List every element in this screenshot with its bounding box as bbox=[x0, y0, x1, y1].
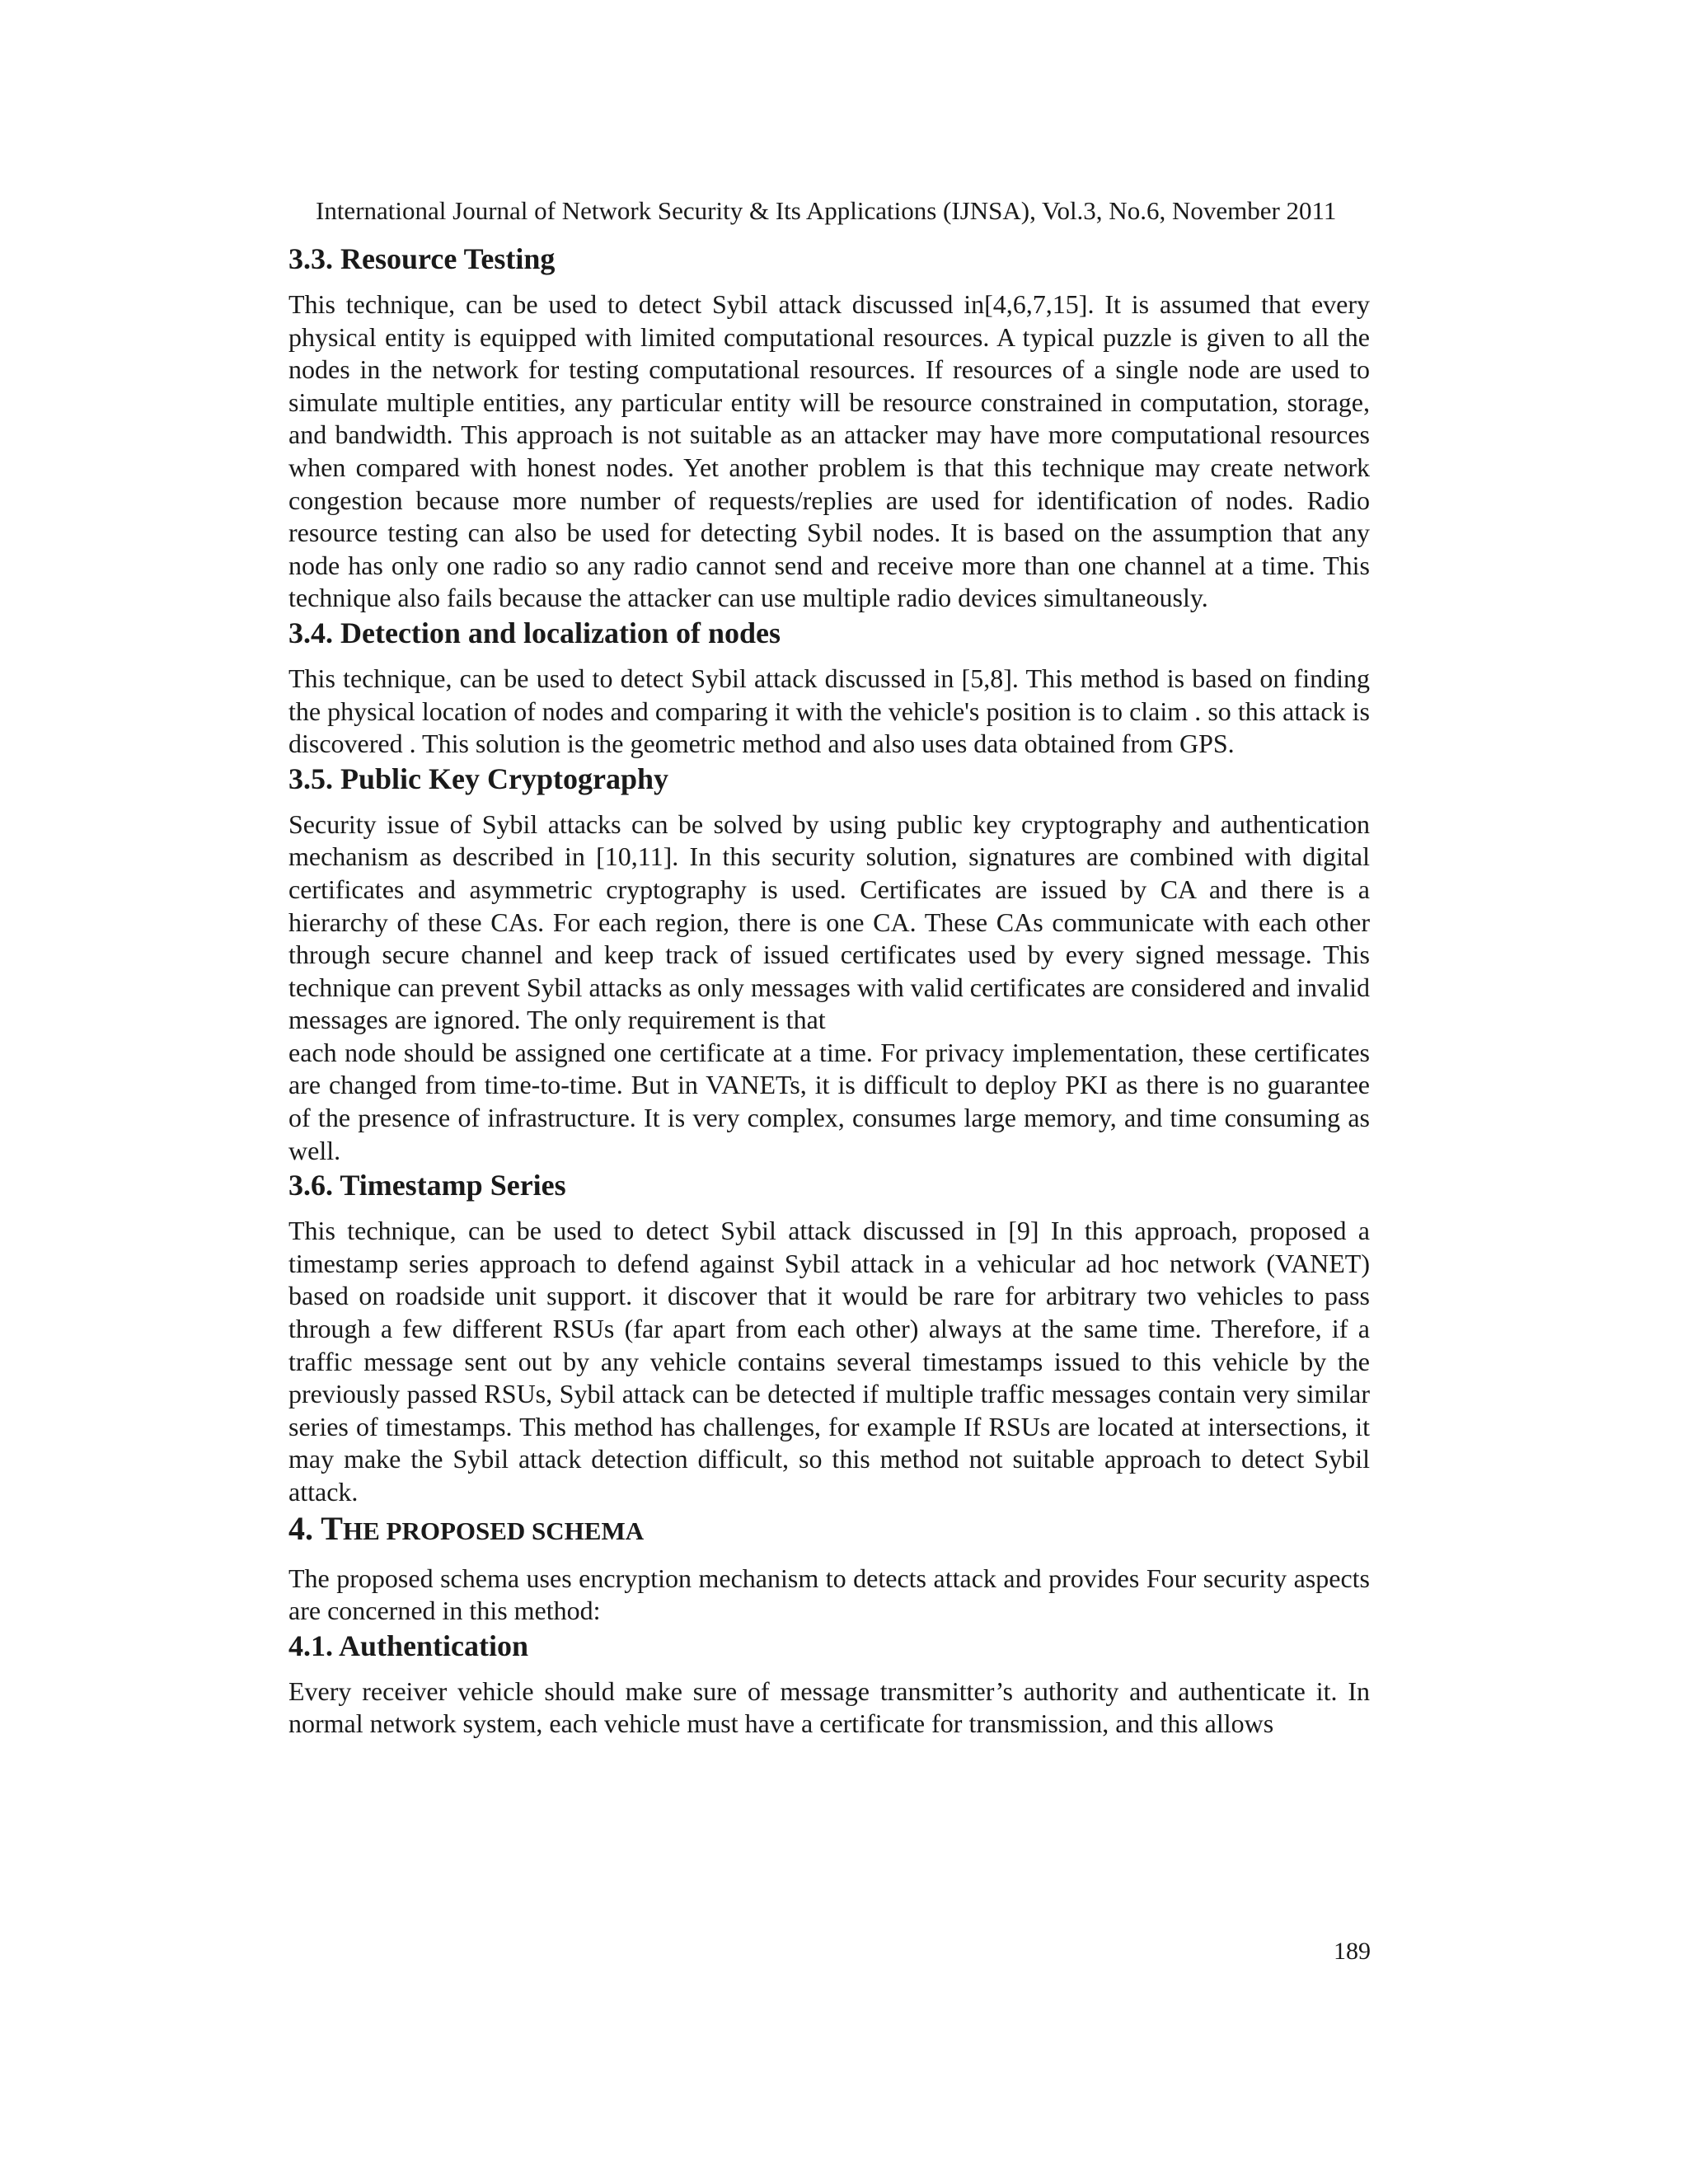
page-body bbox=[288, 241, 1370, 1741]
section-4-heading-prefix: 4. T bbox=[288, 1509, 343, 1547]
section-heading-3-3: 3.3. Resource Testing bbox=[288, 242, 556, 275]
section-heading-3-5: 3.5. Public Key Cryptography bbox=[288, 762, 669, 795]
section-3-3-paragraph: This technique, can be used to detect Sybil attack discussed in[4,6,7,15]. It is assumed that every physical entity is equipped with limited computational resources. A typical puzzle is given to all the nodes in the network for testing computational resources. If resources of a single node are used to simulate multiple entities, any particular entity will be resource constrained in computation, storage, and bandwidth. This approach is not suitable as an attacker may have more computational resources when compared with honest nodes. Yet another problem is that this technique may create network congestion because more number of requests/replies are used for identification of nodes. Radio resource testing can also be used for detecting Sybil nodes. It is based on the assumption that any node has only one radio so any radio cannot send and receive more than one channel at a time. This technique also fails because the attacker can use multiple radio devices simultaneously. bbox=[288, 289, 1370, 613]
running-header: International Journal of Network Security & Its Applications (IJNSA), Vol.3, No.6, November 2011 bbox=[316, 196, 1337, 225]
section-3-5-paragraph-2: each node should be assigned one certificate at a time. For privacy implementation, these certificates are changed from time-to-time. But in VANETs, it is difficult to deploy PKI as there is no guarantee of the presence of infrastructure. It is very complex, consumes large memory, and time consuming as well. bbox=[288, 1037, 1370, 1165]
section-4-paragraph: The proposed schema uses encryption mechanism to detects attack and provides Four security aspects are concerned in this method: bbox=[288, 1563, 1370, 1626]
section-3-6-paragraph: This technique, can be used to detect Sybil attack discussed in [9] In this approach, proposed a timestamp series approach to defend against Sybil attack in a vehicular ad hoc network (VANET) based on roadside unit support. it discover that it would be rare for arbitrary two vehicles to pass through a few different RSUs (far apart from each other) always at the same time. Therefore, if a traffic message sent out by any vehicle contains several timestamps issued to this vehicle by the previously passed RSUs, Sybil attack can be detected if multiple traffic messages contain very similar series of timestamps. This method has challenges, for example If RSUs are located at intersections, it may make the Sybil attack detection difficult, so this method not suitable approach to detect Sybil attack. bbox=[288, 1216, 1370, 1507]
section-3-4-paragraph: This technique, can be used to detect Sybil attack discussed in [5,8]. This method is based on finding the physical location of nodes and comparing it with the vehicle's position is to claim . so this attack is discovered . This solution is the geometric method and also uses data obtained from GPS. bbox=[288, 663, 1370, 759]
section-3-5-paragraph-1: Security issue of Sybil attacks can be solved by using public key cryptography and authentication mechanism as described in [10,11]. In this security solution, signatures are combined with digital certificates and asymmetric cryptography is used. Certificates are issued by CA and there is a hierarchy of these CAs. For each region, there is one CA. These CAs communicate with each other through secure channel and keep track of issued certificates used by every signed message. This technique can prevent Sybil attacks as only messages with valid certificates are considered and invalid messages are ignored. The only requirement is that bbox=[288, 808, 1370, 1035]
page-number: 189 bbox=[1334, 1938, 1371, 1965]
section-4-1-paragraph: Every receiver vehicle should make sure of message transmitter’s authority and authenticate it. In normal network system, each vehicle must have a certificate for transmission, and this allows bbox=[288, 1675, 1370, 1739]
section-heading-4 bbox=[288, 1509, 1370, 1551]
section-heading-3-4: 3.4. Detection and localization of nodes bbox=[288, 616, 781, 649]
section-heading-4-1: 4.1. Authentication bbox=[288, 1629, 529, 1662]
section-heading-3-6: 3.6. Timestamp Series bbox=[288, 1169, 566, 1202]
section-4-heading-rest: HE PROPOSED SCHEMA bbox=[342, 1516, 645, 1545]
